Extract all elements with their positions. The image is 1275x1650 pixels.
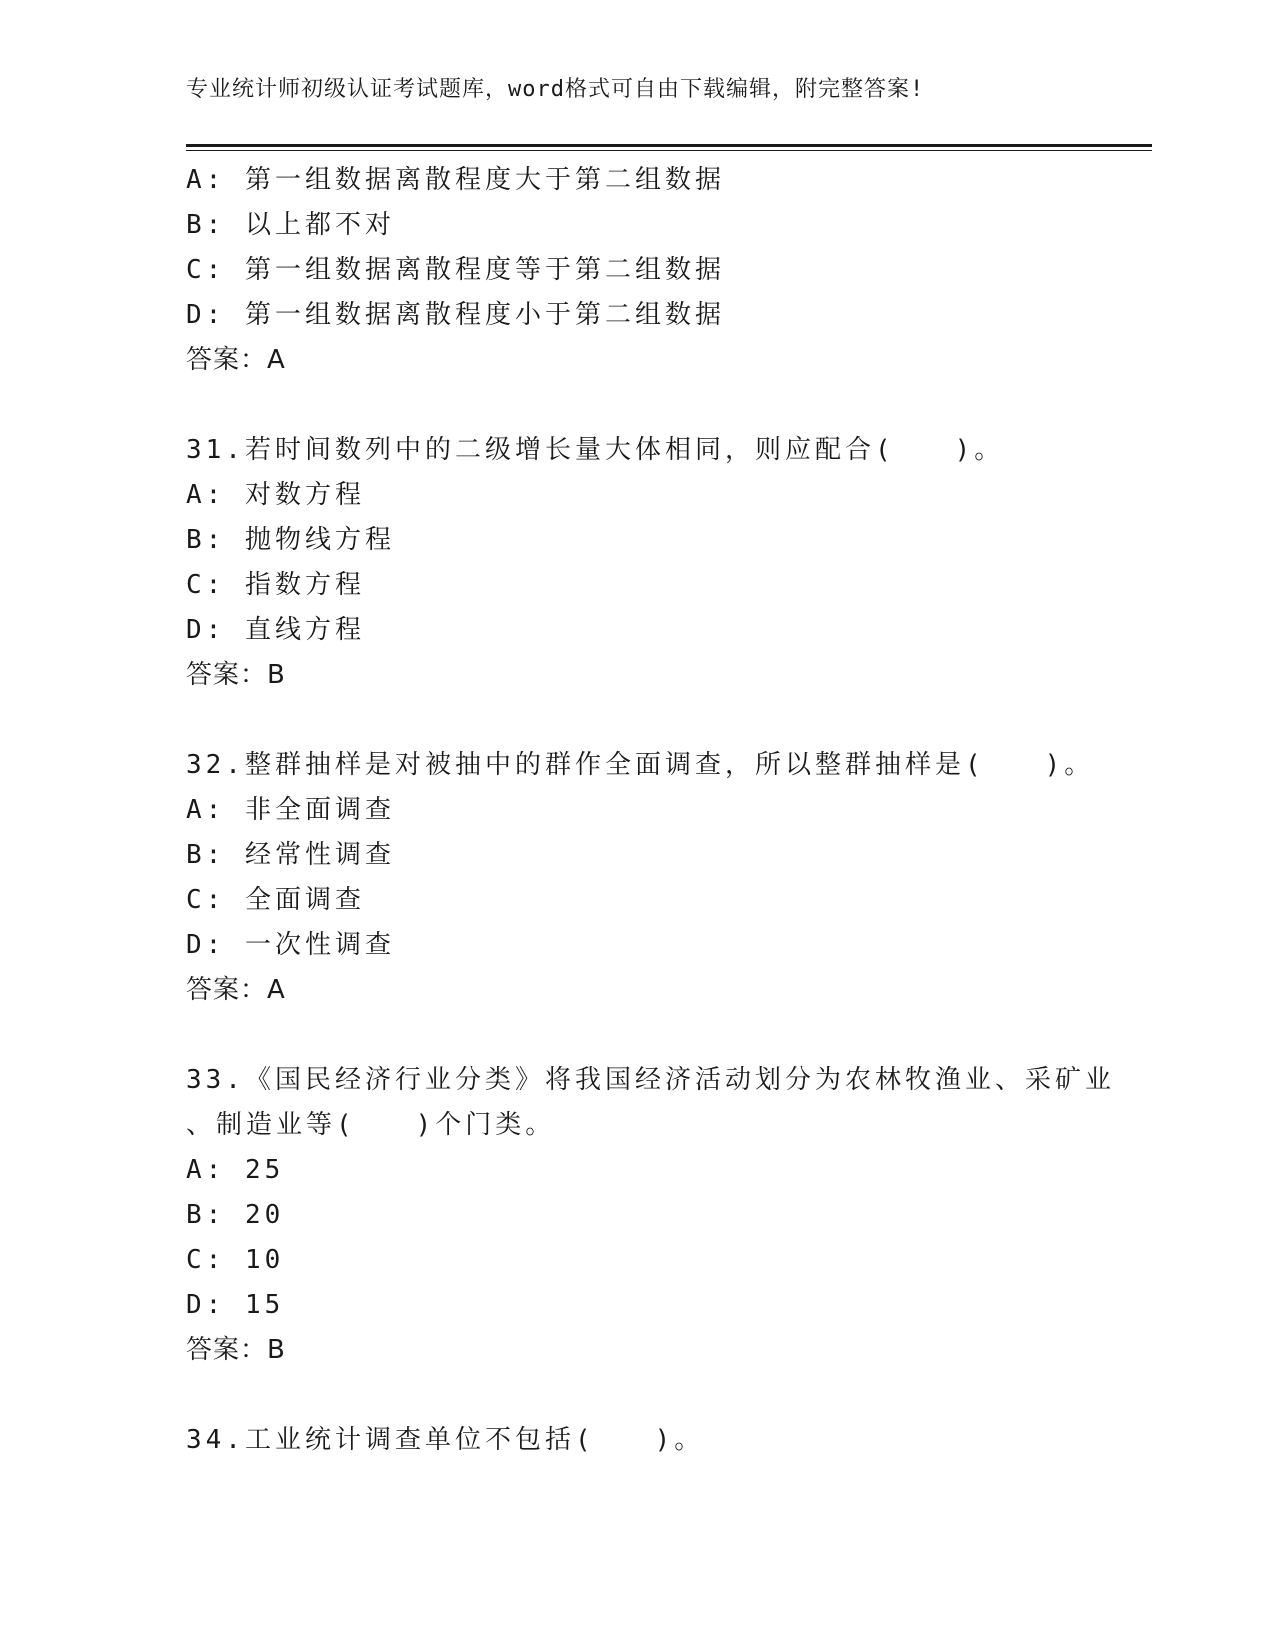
option-a: A: 第一组数据离散程度大于第二组数据 (186, 165, 725, 195)
option-b: B: 20 (186, 1200, 285, 1230)
option-c: C: 第一组数据离散程度等于第二组数据 (186, 255, 725, 285)
question-list (186, 158, 1115, 1463)
answer-line: 答案：A (186, 345, 286, 375)
answer-line: 答案：B (186, 660, 286, 690)
option-a: A: 对数方程 (186, 480, 365, 510)
option-c: C: 指数方程 (186, 570, 365, 600)
question-30-tail (186, 158, 1086, 383)
option-c: C: 10 (186, 1245, 285, 1275)
option-b: B: 以上都不对 (186, 210, 395, 240)
question-32 (186, 743, 1095, 1013)
option-c: C: 全面调查 (186, 885, 365, 915)
option-d: D: 第一组数据离散程度小于第二组数据 (186, 300, 725, 330)
option-d: D: 15 (186, 1290, 285, 1320)
option-a: A: 25 (186, 1155, 285, 1185)
option-b: B: 经常性调查 (186, 840, 395, 870)
option-d: D: 直线方程 (186, 615, 365, 645)
option-b: B: 抛物线方程 (186, 525, 395, 555)
question-stem: 31.若时间数列中的二级增长量大体相同，则应配合( )。 (186, 435, 1005, 465)
question-stem: 32.整群抽样是对被抽中的群作全面调查，所以整群抽样是( )。 (186, 750, 1095, 780)
answer-line: 答案：A (186, 975, 286, 1005)
question-31 (186, 428, 1086, 698)
question-stem-line-2: 、制造业等( )个门类。 (186, 1110, 556, 1140)
option-d: D: 一次性调查 (186, 930, 395, 960)
header-rule (186, 144, 1152, 151)
question-stem: 34.工业统计调查单位不包括( )。 (186, 1425, 705, 1455)
question-34 (186, 1418, 1086, 1463)
option-a: A: 非全面调查 (186, 795, 395, 825)
question-stem-line-1: 33.《国民经济行业分类》将我国经济活动划分为农林牧渔业、采矿业 (186, 1065, 1115, 1095)
page-header: 专业统计师初级认证考试题库，word格式可自由下载编辑，附完整答案! (186, 77, 925, 102)
question-33 (186, 1058, 1115, 1373)
answer-line: 答案：B (186, 1335, 286, 1365)
